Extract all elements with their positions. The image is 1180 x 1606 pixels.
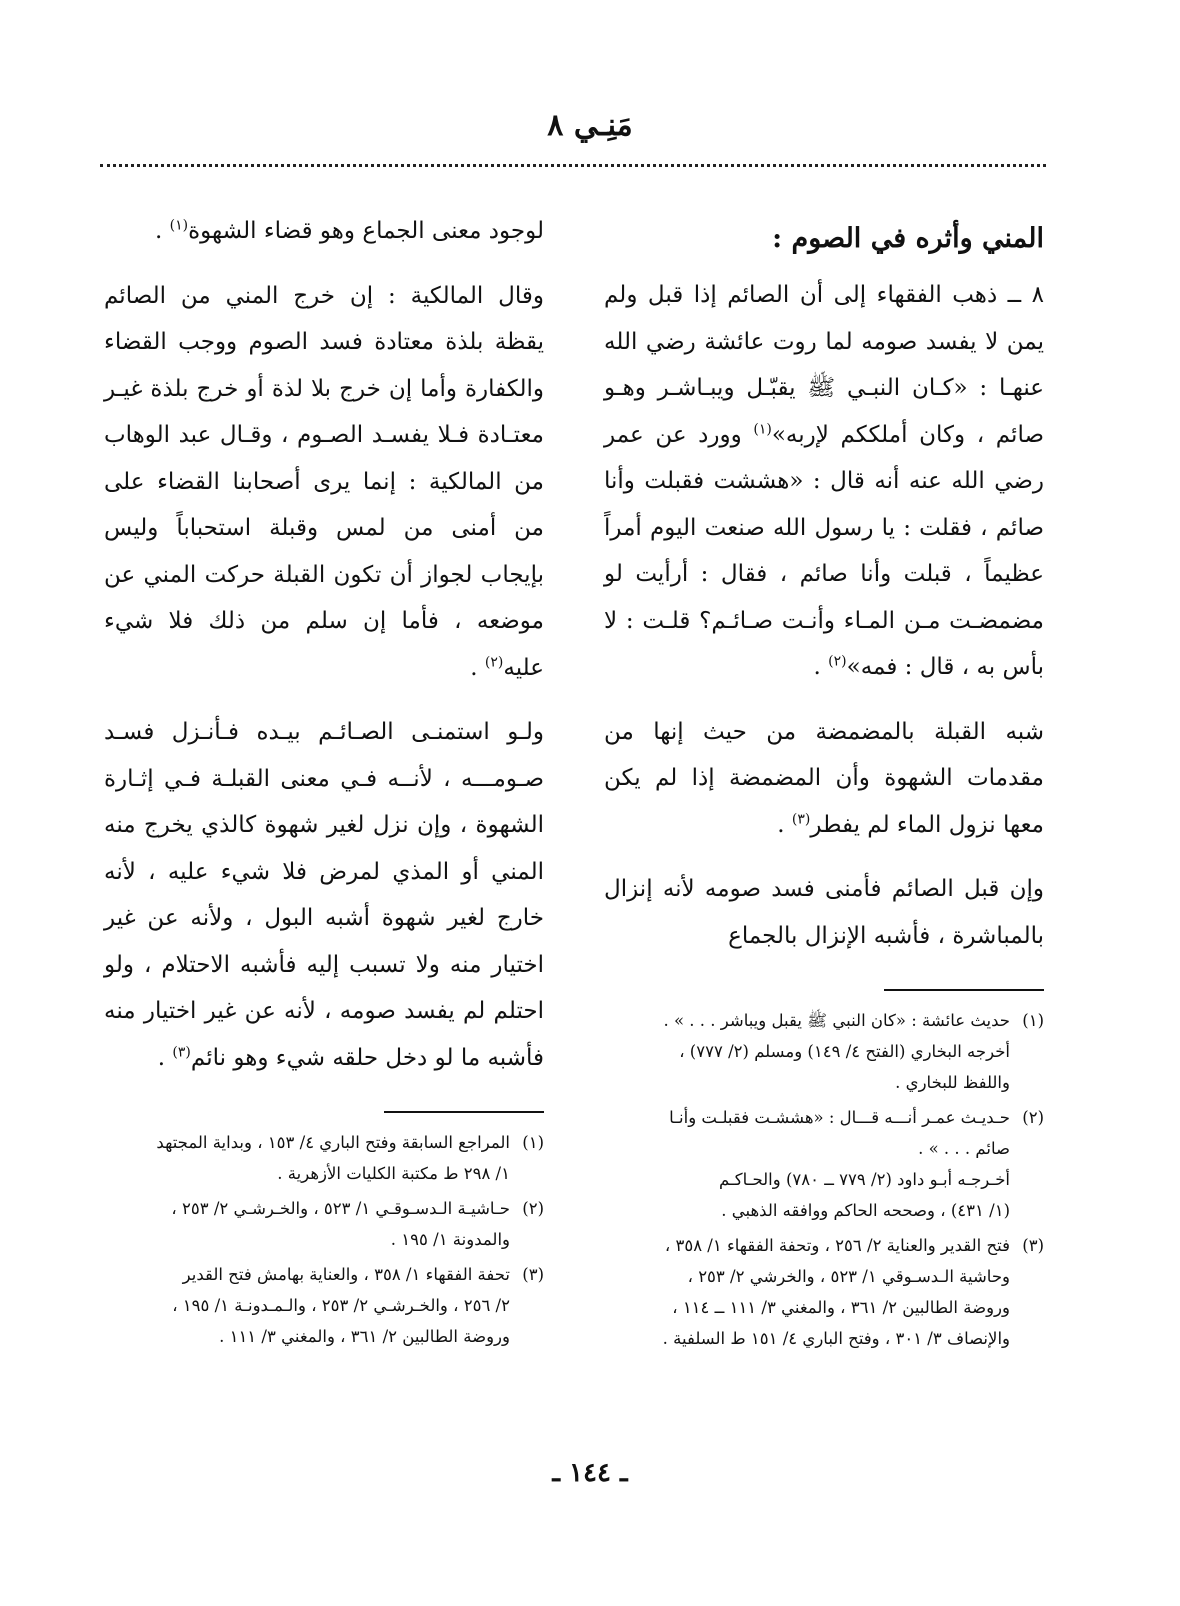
footnote-ref-1: (١) — [753, 420, 772, 437]
footnote — [604, 1102, 1044, 1226]
footnote-line: ١/ ٢٩٨ ط مكتبة الكليات الأزهرية . — [277, 1164, 510, 1183]
footnote-line: صائم . . . » . — [918, 1139, 1010, 1158]
footnote-line: وحاشية الـدسـوقي ١/ ٥٢٣ ، والخرشي ٢/ ٢٥٣ ، — [687, 1267, 1010, 1286]
footnote-number: (٣) — [522, 1265, 544, 1284]
paragraph-end: . — [777, 811, 792, 838]
paragraph-kiss-emission — [604, 866, 1044, 959]
footnote-number: (١) — [522, 1133, 544, 1152]
footnote — [104, 1193, 544, 1255]
paragraph-text: وورد عن عمر رضي الله عنه أنه قال : «هششت فقبلت وأنا صائم ، فقلت : يا رسول الله صنعت اليوم أمراً عظيماً ، قبلت وأنا صائم ، فقال : أرأيت لو مضمضـت مـن المـاء وأنـت صـائـم؟ قلـت : لا بأس به ، قال : فمه» — [604, 421, 1044, 680]
footnote-line: (١/ ٤٣١) ، وصححه الحاكم ووافقه الذهبي . — [721, 1201, 1010, 1220]
footnote-line: فتح القدير والعناية ٢/ ٢٥٦ ، وتحفة الفقهاء ١/ ٣٥٨ ، — [664, 1236, 1010, 1255]
paragraph-text: ولـو استمنـى الصـائـم بيـده فـأنـزل فسـد صـومـــه ، لأنــه فـي معنى القبلـة فـي إثـارة الشهوة ، وإن نزل لغير شهوة كالذي يخرج منه المني أو المذي لمرض فلا شيء عليه ، لأنه خارج لغير شهوة أشبه البول ، ولأنه عن غير اختيار منه ولا تسبب إليه فأشبه الاحتلام ، ولو احتلم لم يفسد صومه ، لأنه عن غير اختيار منه فأشبه ما لو دخل حلقه شيء وهو نائم — [104, 719, 544, 1071]
paragraph-end: . — [154, 218, 170, 244]
footnote — [104, 1259, 544, 1352]
footnote-line: حديث عائشة : «كان النبي ﷺ يقبل ويباشر . . . » . — [663, 1011, 1010, 1030]
footnote-line: المراجع السابقة وفتح الباري ٤/ ١٥٣ ، وبداية المجتهد — [156, 1133, 510, 1152]
paragraph-8 — [604, 272, 1044, 691]
footnote-number: (٣) — [1022, 1236, 1044, 1255]
footnote-line: وروضة الطالبين ٢/ ٣٦١ ، والمغني ٣/ ١١١ . — [219, 1327, 510, 1346]
paragraph-malikiyya — [104, 273, 544, 692]
paragraph-text: وإن قبل الصائم فأمنى فسد صومه لأنه إنزال بالمباشرة ، فأشبه الإنزال بالجماع — [604, 876, 1044, 949]
footnote-separator — [384, 1111, 544, 1113]
footnote-line: والإنصاف ٣/ ٣٠١ ، وفتح الباري ٤/ ١٥١ ط السلفية . — [662, 1329, 1010, 1348]
left-column — [104, 208, 544, 1356]
footnote-line: حـاشيـة الـدسـوقـي ١/ ٥٢٣ ، والخـرشـي ٢/ ٢٥٣ ، — [171, 1199, 510, 1218]
footnote-number: (٢) — [522, 1199, 544, 1218]
footnote-separator — [884, 989, 1044, 991]
page-number: ـ ١٤٤ ـ — [552, 1458, 628, 1488]
footnote-number: (٢) — [1022, 1108, 1044, 1127]
paragraph-text: ٨ ــ ذهب الفقهاء إلى أن الصائم إذا قبل ولم يمن لا يفسد صومه لما روت عائشة رضي الله عنهـا : «كـان النبـي ﷺ يقبّـل ويبـاشـر وهـو صائم ، وكان أملككم لإربه» — [604, 282, 1044, 448]
footnote-line: ٢/ ٢٥٦ ، والخـرشـي ٢/ ٢٥٣ ، والـمـدونـة ١/ ١٩٥ ، — [172, 1296, 510, 1315]
paragraph-end: . — [157, 1044, 173, 1071]
footnote-line: والمدونة ١/ ١٩٥ . — [390, 1230, 510, 1249]
paragraph-text: شبه القبلة بالمضمضة من حيث إنها من مقدمات الشهوة وأن المضمضة إذا لم يكن معها نزول الماء لم يفطر — [604, 718, 1044, 838]
footnote — [604, 1005, 1044, 1098]
footnote-ref-1: (١) — [169, 217, 189, 234]
paragraph-end: . — [813, 654, 829, 680]
footnote-line: تحفة الفقهاء ١/ ٣٥٨ ، والعناية بهامش فتح القدير — [182, 1265, 510, 1284]
footnote-line: أخرجه البخاري (الفتح ٤/ ١٤٩) ومسلم (٢/ ٧٧٧) ، — [679, 1042, 1010, 1061]
footnote-ref-2: (٢) — [484, 653, 504, 670]
paragraph-continuation — [104, 208, 544, 255]
footnote — [104, 1127, 544, 1189]
right-column — [604, 208, 1044, 1358]
footnote-ref-3: (٣) — [791, 810, 811, 827]
footnote-ref-3: (٣) — [172, 1043, 191, 1060]
footnote-line: وروضة الطالبين ٢/ ٣٦١ ، والمغني ٣/ ١١١ ــ ١١٤ ، — [672, 1298, 1010, 1317]
paragraph-analogy — [604, 709, 1044, 849]
header-dotted-rule — [100, 164, 1046, 167]
paragraph-text: وقال المالكية : إن خرج المني من الصائم يقظة بلذة معتادة فسد الصوم ووجب القضاء والكفارة وأما إن خرج بلا لذة أو خرج بلذة غيـر معتـادة فـلا يفسـد الصـوم ، وقـال عبد الوهاب من المالكية : إنما يرى أصحابنا القضاء على من أمنى من لمس وقبلة استحباباً وليس بإيجاب لجواز أن تكون القبلة حركت المني عن موضعه ، فأما إن سلم من ذلك فلا شيء عليه — [104, 282, 544, 681]
running-header-title: مَنِـي ٨ — [547, 108, 633, 143]
footnote-ref-2: (٢) — [828, 653, 847, 670]
paragraph-end: . — [470, 654, 485, 681]
paragraph-text: لوجود معنى الجماع وهو قضاء الشهوة — [188, 218, 544, 244]
footnote-number: (١) — [1022, 1011, 1044, 1030]
footnote-line: أخـرجـه أبـو داود (٢/ ٧٧٩ ــ ٧٨٠) والحـاكـم — [718, 1170, 1010, 1189]
footnote — [604, 1230, 1044, 1354]
paragraph-masturbation — [104, 709, 544, 1081]
footnote-line: حـديـث عمـر أنـــه قـــال : «هششـت فقبلـت وأنـا — [669, 1108, 1010, 1127]
footnote-line: واللفظ للبخاري . — [895, 1073, 1010, 1092]
section-heading: المني وأثره في الصوم : — [772, 223, 1044, 254]
